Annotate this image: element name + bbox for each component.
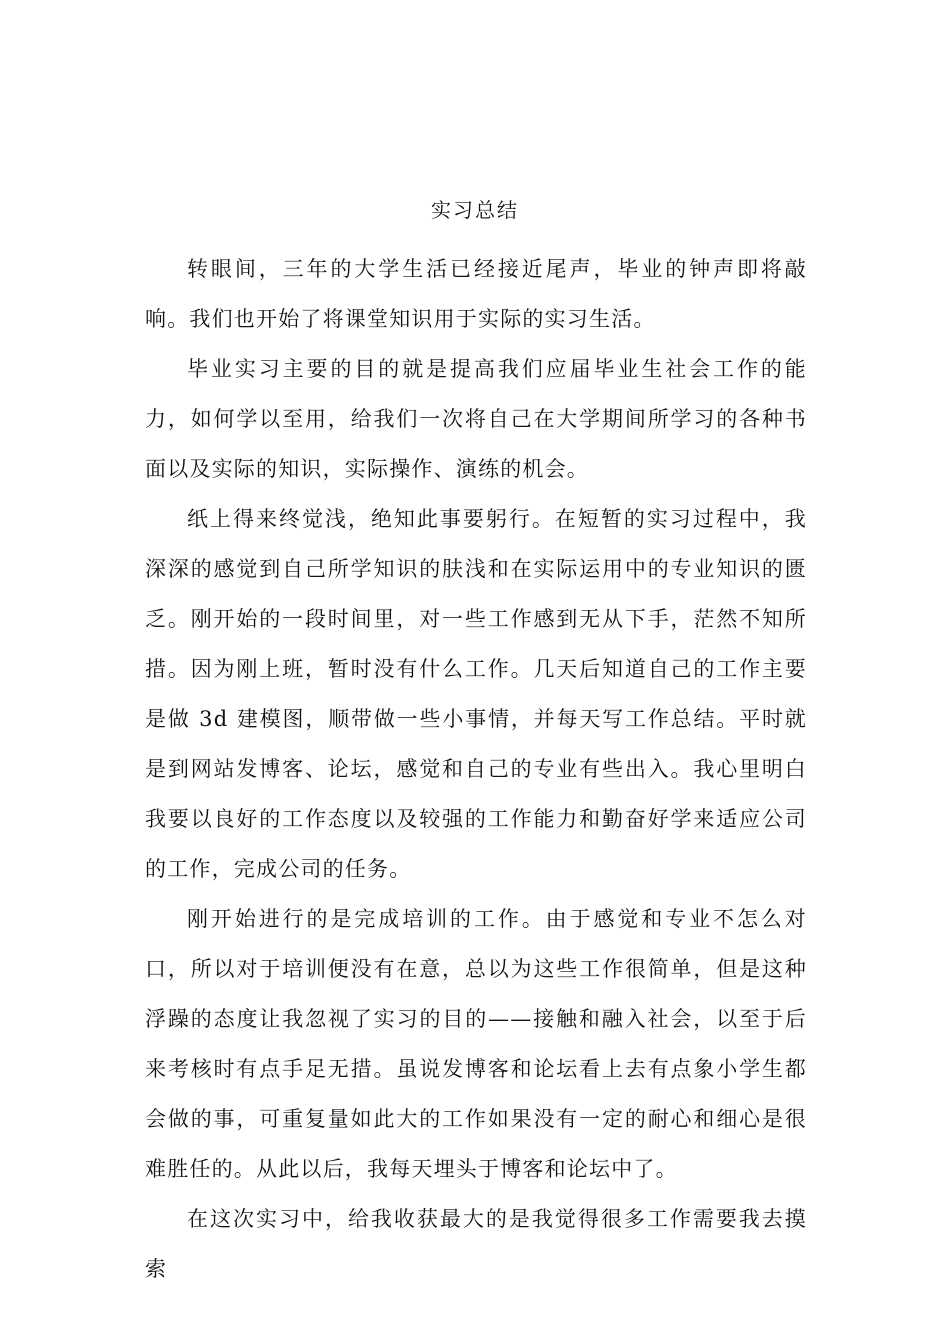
paragraph-3: 纸上得来终觉浅，绝知此事要躬行。在短暂的实习过程中，我深深的感觉到自己所学知识的肤浅和在实际运用中的专业知识的匮乏。刚开始的一段时间里，对一些工作感到无从下手，茫然不知所措。因为刚上班，暂时没有什么工作。几天后知道自己的工作主要是做 3d 建模图，顺带做一些小事情，并每天写工作总结。平时就是到网站发博客、论坛，感觉和自己的专业有些出入。我心里明白我要以良好的工作态度以及较强的工作能力和勤奋好学来适应公司的工作，完成公司的任务。 [145, 507, 807, 881]
paragraph-5: 在这次实习中，给我收获最大的是我觉得很多工作需要我去摸索 [145, 1207, 807, 1281]
paragraph-1: 转眼间，三年的大学生活已经接近尾声，毕业的钟声即将敲响。我们也开始了将课堂知识用于实际的实习生活。 [145, 257, 807, 331]
document-body [145, 244, 807, 1294]
paragraph-2: 毕业实习主要的目的就是提高我们应届毕业生社会工作的能力，如何学以至用，给我们一次将自己在大学期间所学习的各种书面以及实际的知识，实际操作、演练的机会。 [145, 357, 807, 481]
document-title: 实习总结 [431, 198, 519, 222]
paragraph-4: 刚开始进行的是完成培训的工作。由于感觉和专业不怎么对口，所以对于培训便没有在意，总以为这些工作很简单，但是这种浮躁的态度让我忽视了实习的目的——接触和融入社会，以至于后来考核时有点手足无措。虽说发博客和论坛看上去有点象小学生都会做的事，可重复量如此大的工作如果没有一定的耐心和细心是很难胜任的。从此以后，我每天埋头于博客和论坛中了。 [145, 907, 807, 1181]
